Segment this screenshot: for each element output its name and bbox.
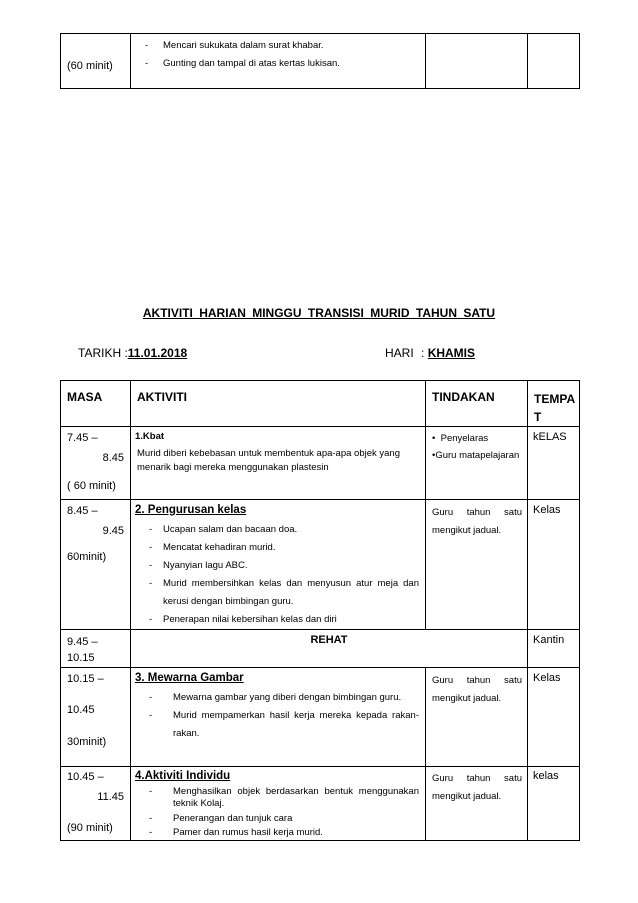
time-cell [61, 34, 131, 89]
page-title: AKTIVITI HARIAN MINGGU TRANSISI MURID TAHUN SATU [142, 306, 496, 320]
header-aktiviti: AKTIVITI [137, 390, 187, 404]
place-text: Kelas [533, 672, 561, 684]
action-text: Guru tahun satu mengikut jadual. [432, 507, 522, 536]
activity-heading: 1.Kbat [135, 431, 165, 442]
table-row: 10.15 – 10.45 30minit) 3. Mewarna Gambar - Mewarna gambar yang diberi dengan bimbingan guru. - Murid mempamerkan hasil kerja mereka kepada rakan-rakan. Guru tahun satu mengikut jadual. Kelas [61, 668, 580, 767]
place-text: Kelas [533, 504, 561, 516]
list-item: Penerapan nilai kebersihan kelas dan diri [163, 614, 337, 625]
activity-text: Murid diberi kebebasan untuk membentuk apa-apa objek yang menarik bagi mereka menggunakan plastesin [137, 448, 400, 473]
date-value: 11.01.2018 [127, 346, 188, 360]
table-row: 7.45 – 8.45 ( 60 minit) 1.Kbat Murid diberi kebebasan untuk membentuk apa-apa objek yang menarik bagi mereka menggunakan plastesin • Penyelaras •Guru matapelajaran kELAS [61, 427, 580, 500]
list-item: Menghasilkan objek berdasarkan bentuk menggunakan teknik Kolaj. [173, 786, 419, 809]
list-item: Nyanyian lagu ABC. [163, 560, 248, 571]
table-row: 8.45 – 9.45 60minit) 2. Pengurusan kelas - Ucapan salam dan bacaan doa. - Mencatat kehadiran murid. - Nyanyian lagu ABC. - Murid membersihkan kelas dan menyusun atur meja dan kerusi dengan bimbingan guru. - Penerapan nilai kebersihan kelas dan diri Guru tahun satu mengikut jadual. Kelas [61, 500, 580, 630]
list-item: Mencari sukukata dalam surat khabar. [163, 40, 324, 51]
place-text: kelas [533, 770, 559, 782]
header-row [61, 381, 580, 427]
time-text: (60 minit) [67, 60, 113, 72]
date-label: TARIKH : [78, 346, 128, 360]
list-item: Gunting dan tampal di atas kertas lukisan. [163, 58, 340, 69]
list-item: Murid membersihkan kelas dan menyusun atur meja dan kerusi dengan bimbingan guru. [163, 578, 419, 607]
place-text: kELAS [533, 431, 567, 443]
list-item: Murid mempamerkan hasil kerja mereka kepada rakan-rakan. [173, 710, 419, 739]
activity-cell: - Mencari sukukata dalam surat khabar. - Gunting dan tampal di atas kertas lukisan. [131, 34, 426, 89]
place-text: Kantin [533, 634, 565, 646]
activity-heading: 2. Pengurusan kelas [135, 504, 247, 516]
list-item: Pamer dan rumus hasil kerja murid. [173, 827, 323, 838]
list-item: Ucapan salam dan bacaan doa. [163, 524, 298, 535]
activity-heading: 4.Aktiviti Individu [135, 770, 231, 782]
activity-heading: 3. Mewarna Gambar [135, 672, 244, 684]
bullet-icon: • [432, 433, 441, 444]
action-text: Guru tahun satu mengikut jadual. [432, 675, 522, 704]
list-item: Mewarna gambar yang diberi dengan bimbingan guru. [173, 692, 402, 703]
table-row: 9.45 – 10.15 REHAT Kantin [61, 630, 580, 668]
table-row: 10.45 – 11.45 (90 minit) 4.Aktiviti Individu - Menghasilkan objek berdasarkan bentuk menggunakan teknik Kolaj. - Penerangan dan tunjuk cara - Pamer dan rumus hasil kerja murid. Guru tahun satu mengikut jadual. kelas [61, 767, 580, 841]
date-line [78, 346, 187, 360]
action-cell [426, 34, 528, 89]
day-value: KHAMIS [427, 346, 476, 360]
previous-activity-table [60, 33, 580, 89]
list-item: •Guru matapelajaran [432, 450, 520, 461]
header-masa: MASA [67, 390, 103, 404]
day-line [385, 346, 475, 360]
list-item: Penerangan dan tunjuk cara [173, 813, 293, 824]
day-label: HARI : [385, 346, 425, 360]
place-cell [528, 34, 580, 89]
schedule-table [60, 380, 580, 841]
header-tempat: TEMPA T [534, 392, 576, 424]
break-label: REHAT [310, 634, 348, 646]
list-item: • Penyelaras [432, 433, 489, 444]
header-tindakan: TINDAKAN [432, 390, 495, 404]
list-item: Mencatat kehadiran murid. [163, 542, 276, 553]
action-text: Guru tahun satu mengikut jadual. [432, 773, 522, 802]
bullet-icon: • [432, 450, 436, 461]
